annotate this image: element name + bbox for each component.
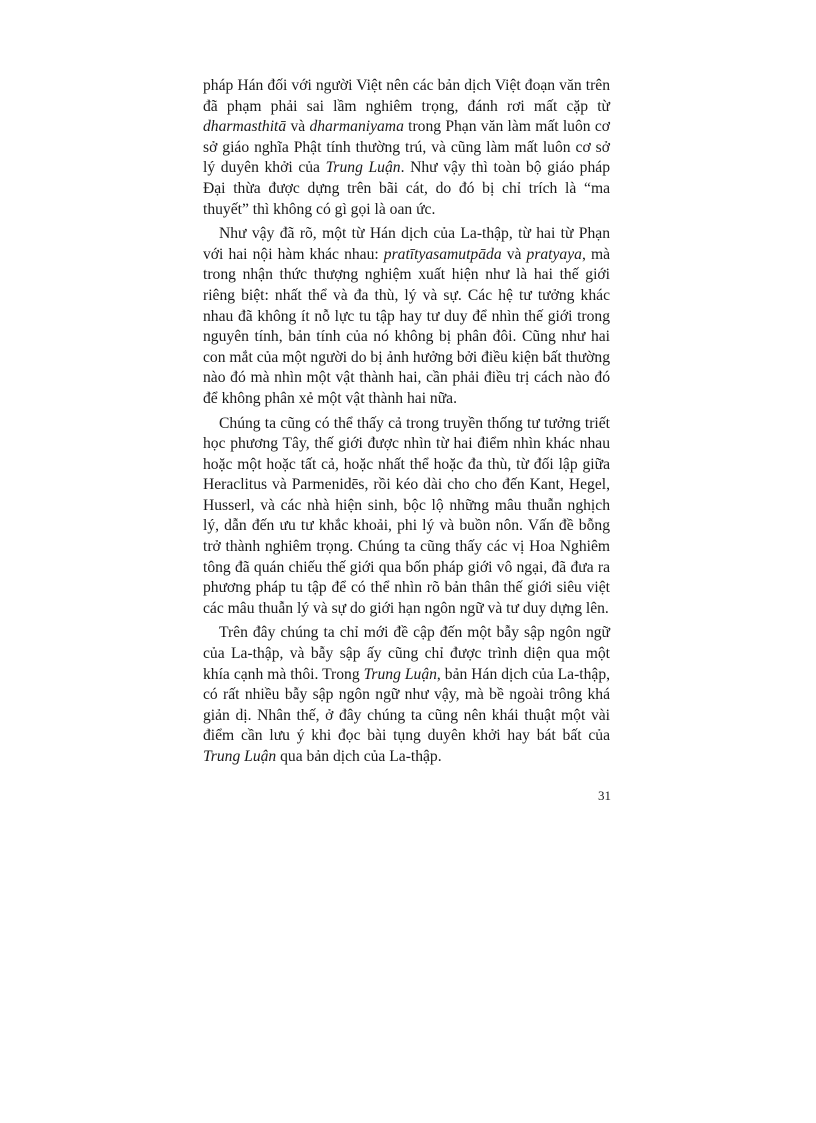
text-run: qua bản dịch của La-thập. [276,748,442,765]
page-number: 31 [598,788,611,803]
italic-term: Trung Luận [325,159,401,177]
text-run: Như vậy đã rõ, một từ Hán dịch của La-thập, từ hai từ Phạn với hai nội hàm khác nhau: [203,225,610,263]
text-run: trong Phạn văn làm mất luôn cơ sở giáo nghĩa Phật tính thường trú, và cũng làm mất luôn cơ sở lý duyên khởi của [203,118,610,177]
italic-term: pratyaya [526,245,582,263]
italic-term: dharmasthitā [203,118,287,136]
italic-term: Trung Luận [203,748,277,765]
italic-term: Trung Luận [363,665,437,683]
text-run: , bản Hán dịch của La-thập, có rất nhiều bẫy sập ngôn ngữ như vậy, mà bề ngoài trông khá giản dị. Nhân thế, ở đây chúng ta cũng nên khái thuật một vài điểm cần lưu ý khi đọc bài tụng duyên khởi hay bát bất của [203,665,611,745]
paragraph-1 [203,76,610,220]
italic-term: dharmaniyama [309,118,404,136]
body-text [203,76,610,772]
paragraph-2 [203,224,610,409]
text-run: . Như vậy thì toàn bộ giáo pháp Đại thừa được dựng trên bãi cát, do đó bị chỉ trích là “ma thuyết” thì không có gì gọi là oan ức. [203,159,610,218]
paragraph-4 [203,623,610,767]
text-run: , mà trong nhận thức thượng nghiệm xuất hiện như là hai thế giới riêng biệt: nhất thể và đa thù, lý và sự. Các hệ tư tưởng khác nhau đã không ít nỗ lực tu tập hay tư duy để nhìn thế giới trong nguyên tính, bản tính của nó không bị phân đôi. Cũng như hai con mắt của một người do bị ảnh hưởng bởi điều kiện bất thường nào đó mà nhìn một vật thành hai, cần phải điều trị cách nào đó để không phân xẻ một vật thành hai nữa. [203,245,610,407]
paragraph-3 [203,414,610,620]
text-run: và [501,245,527,263]
text-run: và [286,118,310,136]
text-run: Chúng ta cũng có thể thấy cả trong truyền thống tư tưởng triết học phương Tây, thế giới được nhìn từ hai điểm nhìn khác nhau hoặc một hoặc tất cả, hoặc nhất thể hoặc đa thù, từ đối lập giữa Heraclitus và Parmenidēs, rồi kéo dài cho cho đến Kant, Hegel, Husserl, và các nhà hiện sinh, bộc lộ những mâu thuẫn nghịch lý, dẫn đến ưu tư khắc khoải, phi lý và buồn nôn. Vấn đề bỗng trở thành nghiêm trọng. Chúng ta cũng thấy các vị Hoa Nghiêm tông đã quán chiếu thế giới qua bốn pháp giới vô ngại, đã đưa ra phương pháp tu tập để có thể nhìn rõ bản thân thế giới siêu việt các mâu thuẫn lý và sự do giới hạn ngôn ngữ và tư duy dựng lên. [203,414,610,617]
text-run: pháp Hán đối với người Việt nên các bản dịch Việt đoạn văn trên đã phạm phải sai lầm nghiêm trọng, đánh rơi mất cặp từ [203,77,610,115]
italic-term: pratītyasamutpāda [383,245,502,263]
text-run: Trên đây chúng ta chỉ mới đề cập đến một bẫy sập ngôn ngữ của La-thập, và bẫy sập ấy cũng chỉ được trình diện qua một khía cạnh mà thôi. Trong [203,624,610,683]
